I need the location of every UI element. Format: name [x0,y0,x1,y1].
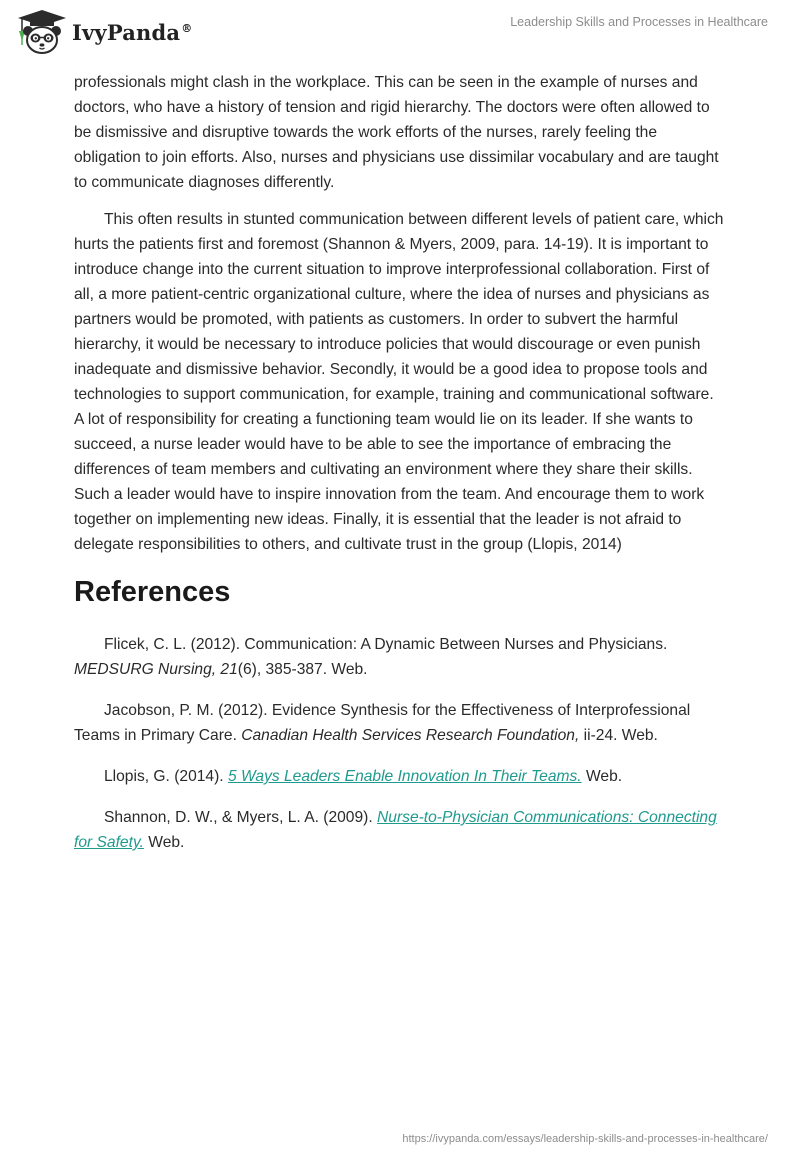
body-paragraph: professionals might clash in the workplace. This can be seen in the example of nurses and doctors, who have a history of tension and rigid hierarchy. The doctors were often allowed to be dismissive and disruptive towards the work efforts of the nurses, rarely feeling the obligation to join efforts. Also, nurses and physicians use dissimilar vocabulary and are taught to communicate diagnoses differently. [74,74,719,191]
reference-item: Llopis, G. (2014). 5 Ways Leaders Enable Innovation In Their Teams. Web. [104,768,623,785]
reference-item: Flicek, C. L. (2012). Communication: A Dynamic Between Nurses and Physicians. MEDSURG Nursing, 21(6), 385-387. Web. [74,636,668,678]
brand-name: IvyPanda® [72,19,193,45]
references-heading: References [74,576,231,608]
essay-content [74,70,726,855]
source-url[interactable]: https://ivypanda.com/essays/leadership-skills-and-processes-in-healthcare/ [402,1133,768,1145]
reference-source: MEDSURG Nursing, 21 [74,661,238,678]
running-title: Leadership Skills and Processes in Healthcare [510,15,768,29]
reference-item: Shannon, D. W., & Myers, L. A. (2009). Nurse-to-Physician Communications: Connecting for Safety. Web. [74,809,717,851]
reference-link[interactable]: Nurse-to-Physician Communications: Connecting for Safety. [74,809,717,851]
page-header [0,0,800,70]
reference-source: Canadian Health Services Research Foundation, [241,727,580,744]
reference-item: Jacobson, P. M. (2012). Evidence Synthesis for the Effectiveness of Interprofessional Teams in Primary Care. Canadian Health Services Research Foundation, ii-24. Web. [74,702,691,744]
body-paragraph: This often results in stunted communication between different levels of patient care, which hurts the patients first and foremost (Shannon & Myers, 2009, para. 14-19). It is important to introduce change into the current situation to improve interprofessional collaboration. First of all, a more patient-centric organizational culture, where the idea of nurses and physicians as partners would be promoted, with patients as customers. In order to subvert the harmful hierarchy, it would be necessary to introduce policies that would discourage or even punish inadequate and dismissive behavior. Secondly, it would be a good idea to propose tools and technologies to support communication, for example, training and communicational software. A lot of responsibility for creating a functioning team would lie on its leader. If she wants to succeed, a nurse leader would have to be able to see the importance of embracing the differences of team members and cultivating an environment where they share their skills. Such a leader would have to inspire innovation from the team. And encourage them to work together on implementing new ideas. Finally, it is essential that the leader is not afraid to delegate responsibilities to others, and cultivate trust in the group (Llopis, 2014) [74,211,724,553]
brand-logo[interactable] [16,8,192,56]
reference-link[interactable]: 5 Ways Leaders Enable Innovation In Their Teams. [227,768,582,785]
panda-graduate-icon [16,9,68,55]
